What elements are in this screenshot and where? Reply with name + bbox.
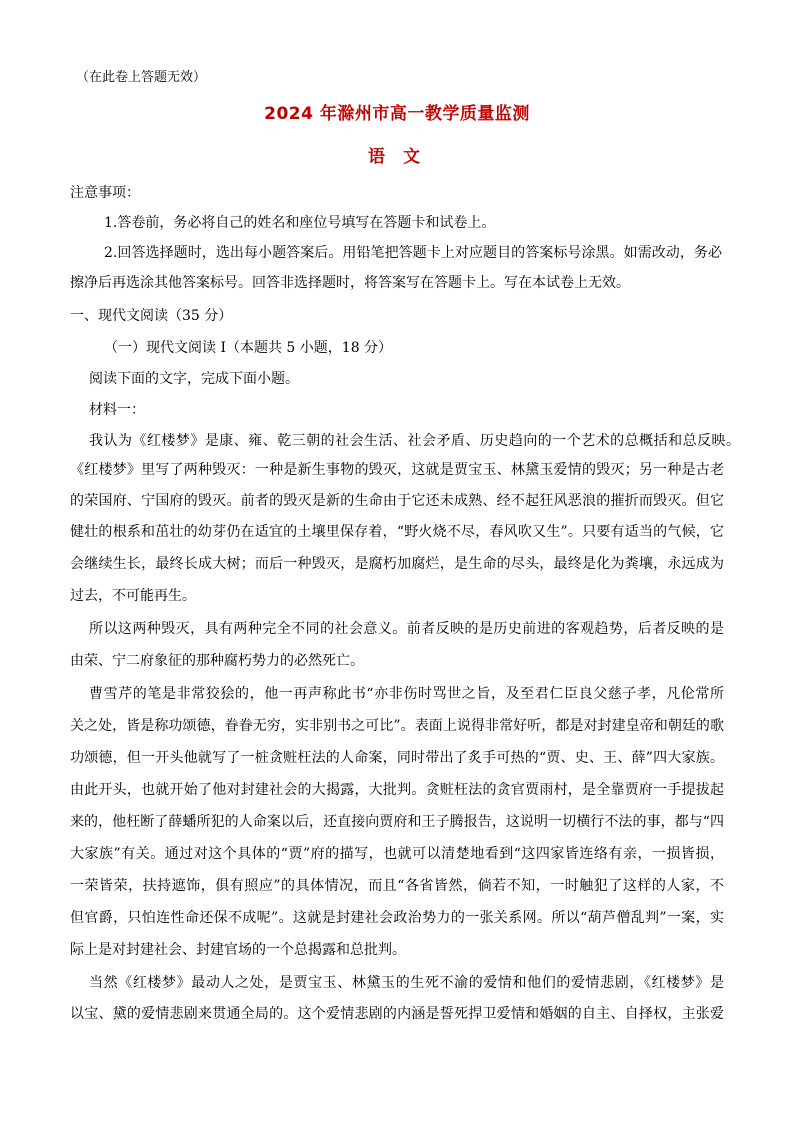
passage-line: 来的，他枉断了薛蟠所犯的人命案以后，还直接向贾府和王子腾报告，这说明一切横行不法的事，都与“四 bbox=[70, 814, 724, 830]
passage-line: 会继续生长，最终长成大树；而后一种毁灭，是腐朽加腐烂，是生命的尽头，最终是化为粪壤，永远成为 bbox=[70, 556, 724, 572]
exam-title: 2024 年滁州市高一教学质量监测 bbox=[264, 104, 530, 124]
passage-line: 所以这两种毁灭，具有两种完全不同的社会意义。前者反映的是历史前进的客观趋势，后者反映的是 bbox=[89, 621, 724, 637]
section-heading: 一、现代文阅读（35 分） bbox=[70, 308, 233, 324]
instruction-item-1: 1.答卷前，务必将自己的姓名和座位号填写在答题卡和试卷上。 bbox=[104, 215, 496, 231]
passage-line: 功颂德，但一开头他就写了一桩贪赃枉法的人命案，同时带出了炙手可热的“贾、史、王、薛”四大家族。 bbox=[70, 750, 724, 766]
passage-line: 健壮的根系和茁壮的幼芽仍在适宜的土壤里保存着，“野火烧不尽，春风吹又生”。只要有适当的气候，它 bbox=[70, 524, 724, 540]
passage-line: 由此开头，也就开始了他对封建社会的大揭露，大批判。贪赃枉法的贪官贾雨村，是全靠贾府一手提拔起 bbox=[70, 782, 724, 798]
instruction-item-2-line-2: 擦净后再选涂其他答案标号。回答非选择题时，将答案写在答题卡上。写在本试卷上无效。 bbox=[70, 275, 630, 291]
passage-line: 《红楼梦》里写了两种毁灭：一种是新生事物的毁灭，这就是贾宝玉、林黛玉爱情的毁灭；另一种是古老 bbox=[70, 462, 724, 478]
passage-line: 但官爵，只怕连性命还保不成呢”。这就是封建社会政治势力的一张关系网。所以“葫芦僧乱判”一案，实 bbox=[70, 910, 724, 926]
instructions-heading: 注意事项： bbox=[70, 185, 140, 201]
passage-line: 关之处，皆是称功颂德，眷眷无穷，实非别书之可比”。表面上说得非常好听，都是对封建皇帝和朝廷的歌 bbox=[70, 718, 724, 734]
section-subheading: （一）现代文阅读 I（本题共 5 小题，18 分） bbox=[104, 340, 393, 356]
subject-title: 语 文 bbox=[368, 147, 426, 167]
passage-line: 以宝、黛的爱情悲剧来贯通全局的。这个爱情悲剧的内涵是誓死捍卫爱情和婚姻的自主、自择权，主张爱 bbox=[70, 1006, 724, 1022]
passage-line: 曹雪芹的笔是非常狡狯的，他一再声称此书“亦非伤时骂世之旨，及至君仁臣良父慈子孝，凡伦常所 bbox=[89, 686, 724, 702]
passage-line: 由荣、宁二府象征的那种腐朽势力的必然死亡。 bbox=[70, 653, 364, 669]
passage-line: 当然《红楼梦》最动人之处，是贾宝玉、林黛玉的生死不渝的爱情和他们的爱情悲剧，《红楼梦》是 bbox=[89, 975, 724, 991]
instruction-item-2-line-1: 2.回答选择题时，选出每小题答案后。用铅笔把答题卡上对应题目的答案标号涂黑。如需改动，务必 bbox=[104, 245, 722, 261]
invalid-answer-notice: （在此卷上答题无效） bbox=[76, 70, 207, 85]
passage-line: 一荣皆荣，扶持遮饰，俱有照应”的具体情况，而且“各省皆然，倘若不知，一时触犯了这样的人家，不 bbox=[70, 878, 724, 894]
passage-line: 大家族”有关。通过对这个具体的“贾”府的描写，也就可以清楚地看到“这四家皆连络有亲，一损皆损， bbox=[70, 846, 724, 862]
material-label: 材料一： bbox=[89, 402, 145, 418]
passage-line: 际上是对封建社会、封建官场的一个总揭露和总批判。 bbox=[70, 942, 406, 958]
reading-direction: 阅读下面的文字，完成下面小题。 bbox=[89, 371, 299, 387]
passage-line: 的荣国府、宁国府的毁灭。前者的毁灭是新的生命由于它还未成熟、经不起狂风恶浪的摧折而毁灭。但它 bbox=[70, 493, 724, 509]
passage-line: 过去，不可能再生。 bbox=[70, 588, 196, 604]
passage-line: 我认为《红楼梦》是康、雍、乾三朝的社会生活、社会矛盾、历史趋向的一个艺术的总概括和总反映。 bbox=[89, 433, 740, 449]
